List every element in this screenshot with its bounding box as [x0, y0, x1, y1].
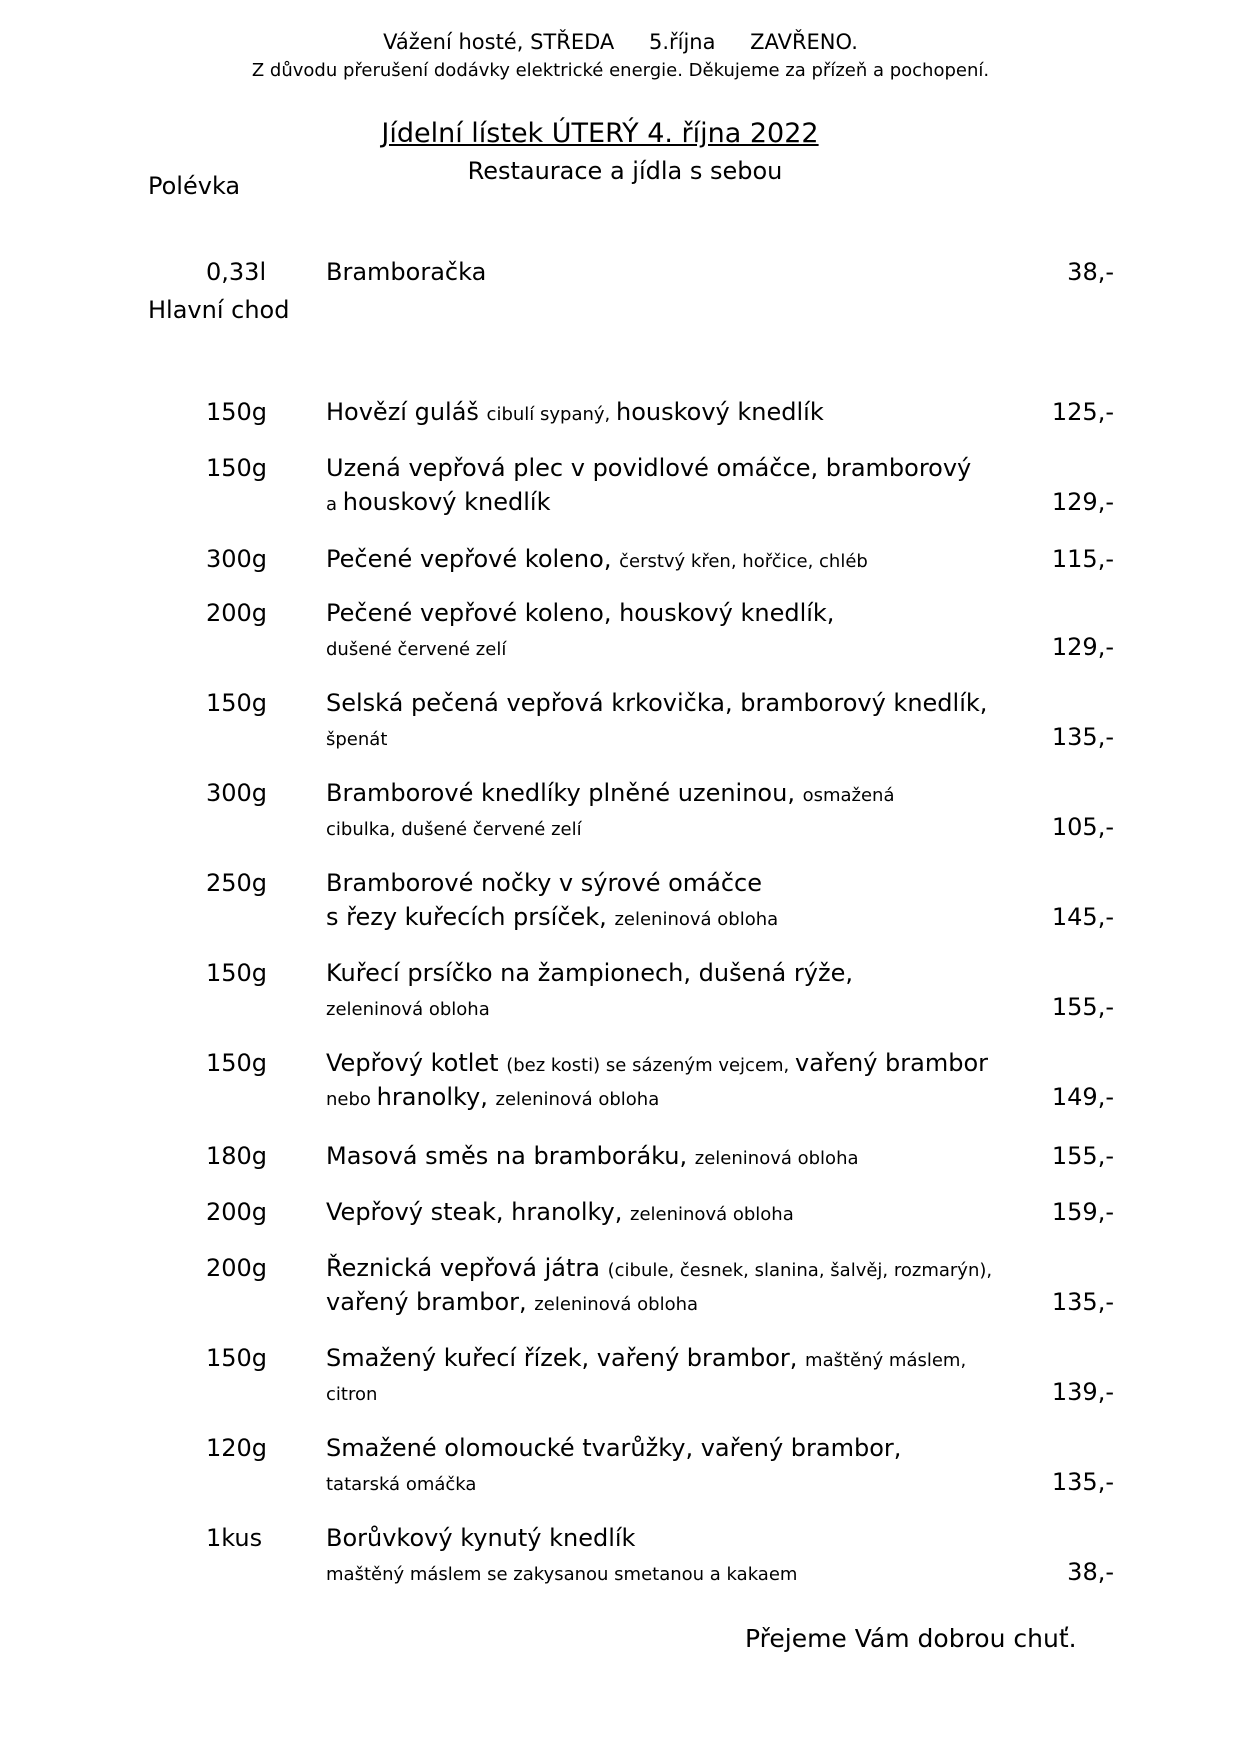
section-heading-soup: Polévka — [148, 172, 241, 200]
dish-detail: zeleninová obloha — [630, 1204, 794, 1225]
notice-day: Vážení hosté, STŘEDA — [383, 30, 615, 54]
dish-name: Bramboračka — [326, 258, 487, 286]
dish-name: Pečené vepřové koleno, houskový knedlík, — [326, 599, 835, 627]
notice-closed: ZAVŘENO. — [750, 30, 858, 54]
dish-detail: zeleninová obloha — [534, 1294, 699, 1315]
dish-detail: nebo — [326, 1089, 377, 1110]
dish-name: Selská pečená vepřová krkovička, bramborový knedlík, — [326, 689, 988, 717]
item-description-line1 — [326, 959, 853, 987]
item-price: 38,- — [1067, 1558, 1114, 1586]
dish-name: hranolky, — [376, 1083, 496, 1111]
item-quantity: 150g — [206, 1049, 268, 1077]
item-price: 38,- — [1067, 258, 1114, 286]
closure-notice — [0, 30, 1241, 54]
item-quantity: 300g — [206, 545, 268, 573]
menu-item — [0, 779, 1241, 859]
dish-detail: zeleninová obloha — [694, 1148, 859, 1169]
dish-name: Smažené olomoucké tvarůžky, vařený brambor, — [326, 1434, 902, 1462]
item-description-line1 — [326, 869, 762, 897]
dish-detail: (bez kosti) se sázeným vejcem, — [506, 1055, 795, 1076]
dish-detail: dušené červené zelí — [326, 639, 507, 660]
item-price: 135,- — [1051, 1288, 1114, 1316]
item-description-line1 — [326, 1524, 635, 1552]
item-quantity: 200g — [206, 1198, 268, 1226]
dish-name: Uzená vepřová plec v povidlové omáčce, bramborový — [326, 454, 972, 482]
item-price: 115,- — [1051, 545, 1114, 573]
dish-name: Hovězí guláš — [326, 398, 487, 426]
item-price: 125,- — [1051, 398, 1114, 426]
dish-detail: cibulí sypaný, — [486, 404, 616, 425]
dish-name: vařený brambor, — [326, 1288, 535, 1316]
item-price: 145,- — [1051, 903, 1114, 931]
item-description-line1 — [326, 779, 895, 807]
item-quantity: 200g — [206, 1254, 268, 1282]
notice-date: 5.října — [648, 30, 716, 54]
item-price: 149,- — [1051, 1083, 1114, 1111]
dish-name: Borůvkový kynutý knedlík — [326, 1524, 636, 1552]
dish-detail: a — [326, 494, 343, 515]
menu-item — [0, 959, 1241, 1039]
item-description-line2 — [326, 1083, 659, 1111]
item-description-line2 — [326, 633, 506, 661]
item-description-line2 — [326, 1378, 377, 1406]
item-description-line1 — [326, 1254, 992, 1282]
section-heading-main: Hlavní chod — [148, 296, 290, 324]
menu-item — [0, 1049, 1241, 1129]
dish-detail: maštěný máslem, — [805, 1350, 967, 1371]
dish-name: Řeznická vepřová játra — [326, 1254, 608, 1282]
dish-detail: maštěný máslem se zakysanou smetanou a kakaem — [326, 1564, 798, 1585]
dish-name: Vepřový kotlet — [326, 1049, 507, 1077]
item-quantity: 300g — [206, 779, 268, 807]
item-price: 105,- — [1051, 813, 1114, 841]
dish-detail: osmažená — [802, 785, 895, 806]
item-quantity: 150g — [206, 1344, 268, 1372]
item-quantity: 150g — [206, 959, 268, 987]
item-description-line2 — [326, 813, 582, 841]
dish-name: Pečené vepřové koleno, — [326, 545, 620, 573]
item-price: 159,- — [1051, 1198, 1114, 1226]
item-description-line1 — [326, 398, 824, 426]
item-description-line1 — [326, 689, 987, 717]
dish-detail: zeleninová obloha — [614, 909, 779, 930]
item-price: 139,- — [1051, 1378, 1114, 1406]
dish-detail: zeleninová obloha — [326, 999, 490, 1020]
menu-item — [0, 1434, 1241, 1514]
menu-item — [0, 599, 1241, 679]
dish-name: vařený brambor — [795, 1049, 989, 1077]
item-description-line1 — [326, 1344, 966, 1372]
item-price: 155,- — [1051, 1142, 1114, 1170]
closing-message: Přejeme Vám dobrou chuť. — [745, 1624, 1077, 1653]
item-description-line1 — [326, 1142, 859, 1170]
item-quantity: 150g — [206, 398, 268, 426]
menu-item — [0, 869, 1241, 949]
closure-reason: Z důvodu přerušení dodávky elektrické energie. Děkujeme za přízeň a pochopení. — [251, 60, 990, 81]
item-price: 135,- — [1051, 723, 1114, 751]
dish-detail: čerstvý křen, hořčice, chléb — [619, 551, 868, 572]
item-quantity: 1kus — [206, 1524, 263, 1552]
item-price: 129,- — [1051, 633, 1114, 661]
item-description-line1 — [326, 1049, 988, 1077]
dish-detail: špenát — [326, 729, 388, 750]
menu-item — [0, 1524, 1241, 1604]
item-description-line1 — [326, 258, 486, 286]
dish-detail: tatarská omáčka — [326, 1474, 477, 1495]
item-description-line2 — [326, 1288, 698, 1316]
item-description-line2 — [326, 723, 387, 751]
item-quantity: 200g — [206, 599, 268, 627]
item-description-line2 — [326, 1558, 797, 1586]
item-price: 129,- — [1051, 488, 1114, 516]
menu-item — [0, 1344, 1241, 1424]
item-description-line1 — [326, 545, 868, 573]
dish-name: Masová směs na bramboráku, — [326, 1142, 695, 1170]
dish-name: houskový knedlík — [616, 398, 824, 426]
menu-item — [0, 689, 1241, 769]
dish-name: houskový knedlík — [342, 488, 551, 516]
dish-detail: citron — [326, 1384, 378, 1405]
item-description-line2 — [326, 903, 778, 931]
item-quantity: 150g — [206, 454, 268, 482]
dish-name: Smažený kuřecí řízek, vařený brambor, — [326, 1344, 806, 1372]
item-quantity: 0,33l — [206, 258, 267, 286]
menu-item — [0, 1254, 1241, 1334]
item-description-line2 — [326, 1468, 476, 1496]
dish-detail: (cibule, česnek, slanina, šalvěj, rozmarýn), — [607, 1260, 993, 1281]
item-quantity: 150g — [206, 689, 268, 717]
item-quantity: 120g — [206, 1434, 268, 1462]
item-description-line2 — [326, 488, 550, 516]
dish-name: Vepřový steak, hranolky, — [326, 1198, 631, 1226]
item-quantity: 180g — [206, 1142, 268, 1170]
dish-detail: zeleninová obloha — [495, 1089, 660, 1110]
item-description-line1 — [326, 454, 971, 482]
item-quantity: 250g — [206, 869, 268, 897]
dish-name: Bramborové nočky v sýrové omáčce — [326, 869, 763, 897]
menu-item — [0, 454, 1241, 534]
item-price: 135,- — [1051, 1468, 1114, 1496]
dish-name: Bramborové knedlíky plněné uzeninou, — [326, 779, 803, 807]
menu-subtitle: Restaurace a jídla s sebou — [467, 157, 783, 185]
dish-name: Kuřecí prsíčko na žampionech, dušená rýže, — [326, 959, 853, 987]
item-price: 155,- — [1051, 993, 1114, 1021]
item-description-line1 — [326, 1198, 794, 1226]
item-description-line2 — [326, 993, 490, 1021]
dish-detail: cibulka, dušené červené zelí — [326, 819, 582, 840]
dish-name: s řezy kuřecích prsíček, — [326, 903, 615, 931]
item-description-line1 — [326, 1434, 901, 1462]
menu-title: Jídelní lístek ÚTERÝ 4. října 2022 — [381, 118, 819, 149]
item-description-line1 — [326, 599, 834, 627]
